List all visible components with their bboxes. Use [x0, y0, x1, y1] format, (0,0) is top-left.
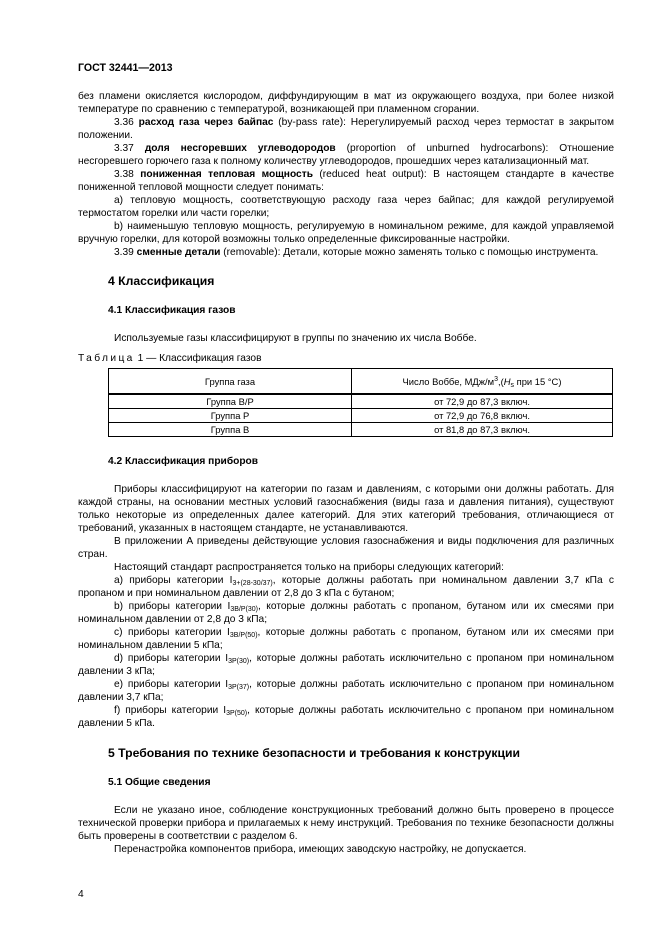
definition-number: 3.38 — [114, 169, 134, 180]
definition-text: (removable): Детали, которые можно заменять только с помощью инструмента. — [220, 247, 599, 258]
category-item-a: а) приборы категории $I_{3+(28-30/37)}$, которые должны работать при номинальном давлении 3,7 кПа с пропаном и при номинальном давлении от 2,8 до 3 кПа с бутаном; — [78, 575, 614, 599]
subsection-4-2-title: 4.2 Классификация приборов — [108, 456, 259, 467]
definition-3-39 — [78, 246, 614, 259]
category-item-b: b) приборы категории $I_{3B/P(30)}$, которые должны работать с пропаном, бутаном или их смесями при номинальном давлении от 2,8 до 3 кПа; — [78, 601, 614, 625]
gas-classification-table — [108, 368, 613, 437]
table-header-row — [109, 369, 613, 395]
column-header-gas-group: Группа газа — [109, 369, 352, 395]
page-number: 4 — [78, 889, 84, 900]
subsection-4-1-title: 4.1 Классификация газов — [108, 305, 236, 316]
paragraph-annex-reference: В приложении А приведены действующие условия газоснабжения и виды подключения для различных стран. — [78, 536, 614, 560]
paragraph-gas-intro: Используемые газы классифицируют в группы по значению их числа Воббе. — [114, 333, 477, 344]
definition-term: доля несгоревших углеводородов — [144, 143, 336, 154]
paragraph-appliance-classification: Приборы классифицируют на категории по газам и давлениям, с которыми они должны работать. Для каждой страны, на основании местных условий газоснабжения (виды газа и давления питания), существуют только некоторые из определенных далее категорий. Для этих категорий требования, отличающиеся от требований, указанных в настоящем стандарте, не устанавливаются. — [78, 484, 614, 534]
definition-3-37 — [78, 142, 614, 168]
definition-text: (by-pass rate): Нерегулируемый расход через термостат в закрытом положении. — [78, 117, 614, 141]
definition-term: сменные детали — [136, 247, 221, 258]
table-caption: Таблица 1 — Классификация газов — [78, 353, 262, 364]
document-page — [78, 62, 614, 856]
document-header: ГОСТ 32441—2013 — [78, 62, 173, 74]
definition-text: (reduced heat output): В настоящем стандарте в качестве пониженной тепловой мощности следует понимать: — [78, 169, 614, 193]
table-cell-group: Группа В/Р — [109, 394, 352, 409]
definition-number: 3.39 — [114, 247, 134, 258]
paragraph-categories-intro: Настоящий стандарт распространяется только на приборы следующих категорий: — [114, 562, 504, 573]
definition-number: 3.36 — [114, 117, 134, 128]
category-item-d: d) приборы категории $I_{3P(30)}$, которые должны работать исключительно с пропаном при номинальном давлении 3 кПа; — [78, 653, 614, 677]
definition-number: 3.37 — [114, 143, 134, 154]
subsection-5-1-title: 5.1 Общие сведения — [108, 777, 211, 788]
paragraph-continuation: без пламени окисляется кислородом, диффундирующим в мат из окружающего воздуха, при более низкой температуре по сравнению с температурой, возникающей при пламенном сгорании. — [78, 91, 614, 115]
definition-3-38 — [78, 168, 614, 194]
table-row — [109, 423, 613, 437]
paragraph-factory-settings: Перенастройка компонентов прибора, имеющих заводскую настройку, не допускается. — [114, 844, 527, 855]
section-5-title: 5 Требования по технике безопасности и требования к конструкции — [108, 746, 520, 760]
paragraph-construction-requirements: Если не указано иное, соблюдение конструкционных требований должно быть проверено в процессе технической проверки прибора и прилагаемых к нему инструкций. Требования по технике безопасности должны быть проверены в соответствии с разделом 6. — [78, 805, 614, 842]
section-4-title: 4 Классификация — [108, 274, 215, 288]
definition-term: расход газа через байпас — [138, 117, 274, 128]
category-item-f: f) приборы категории $I_{3P(50)}$, которые должны работать исключительно с пропаном при номинальном давлении 5 кПа. — [78, 705, 614, 729]
table-row — [109, 394, 613, 409]
definition-term: пониженная тепловая мощность — [140, 169, 313, 180]
definition-3-36 — [78, 116, 614, 142]
table-cell-group: Группа В — [109, 423, 352, 437]
category-item-e: е) приборы категории $I_{3P(37)}$, которые должны работать исключительно с пропаном при номинальном давлении 3,7 кПа; — [78, 679, 614, 703]
column-header-wobbe-index: Число Воббе, МДж/$м^3,(H_s$ при 15 °С) — [352, 369, 613, 395]
definition-text: (proportion of unburned hydrocarbons): Отношение несгоревшего горючего газа к полному количеству углеводородов, прошедших через катализационный мат. — [78, 143, 615, 167]
table-row — [109, 409, 613, 423]
table-cell-wobbe: от 72,9 до 87,3 включ. — [352, 394, 613, 409]
definition-item-b: b) наименьшую тепловую мощность, регулируемую в номинальном режиме, для каждой управляемой вручную горелки, для которой возможны только определенные фиксированные настройки. — [78, 221, 614, 245]
table-cell-wobbe: от 72,9 до 76,8 включ. — [352, 409, 613, 423]
table-cell-group: Группа Р — [109, 409, 352, 423]
definition-item-a: а) тепловую мощность, соответствующую расходу газа через байпас; для каждой регулируемой термостатом горелки или части горелки; — [78, 195, 614, 219]
category-item-c: c) приборы категории $I_{3B/P(50)}$, которые должны работать с пропаном, бутаном или их смесями при номинальном давлении 5 кПа; — [78, 627, 614, 651]
table-cell-wobbe: от 81,8 до 87,3 включ. — [352, 423, 613, 437]
